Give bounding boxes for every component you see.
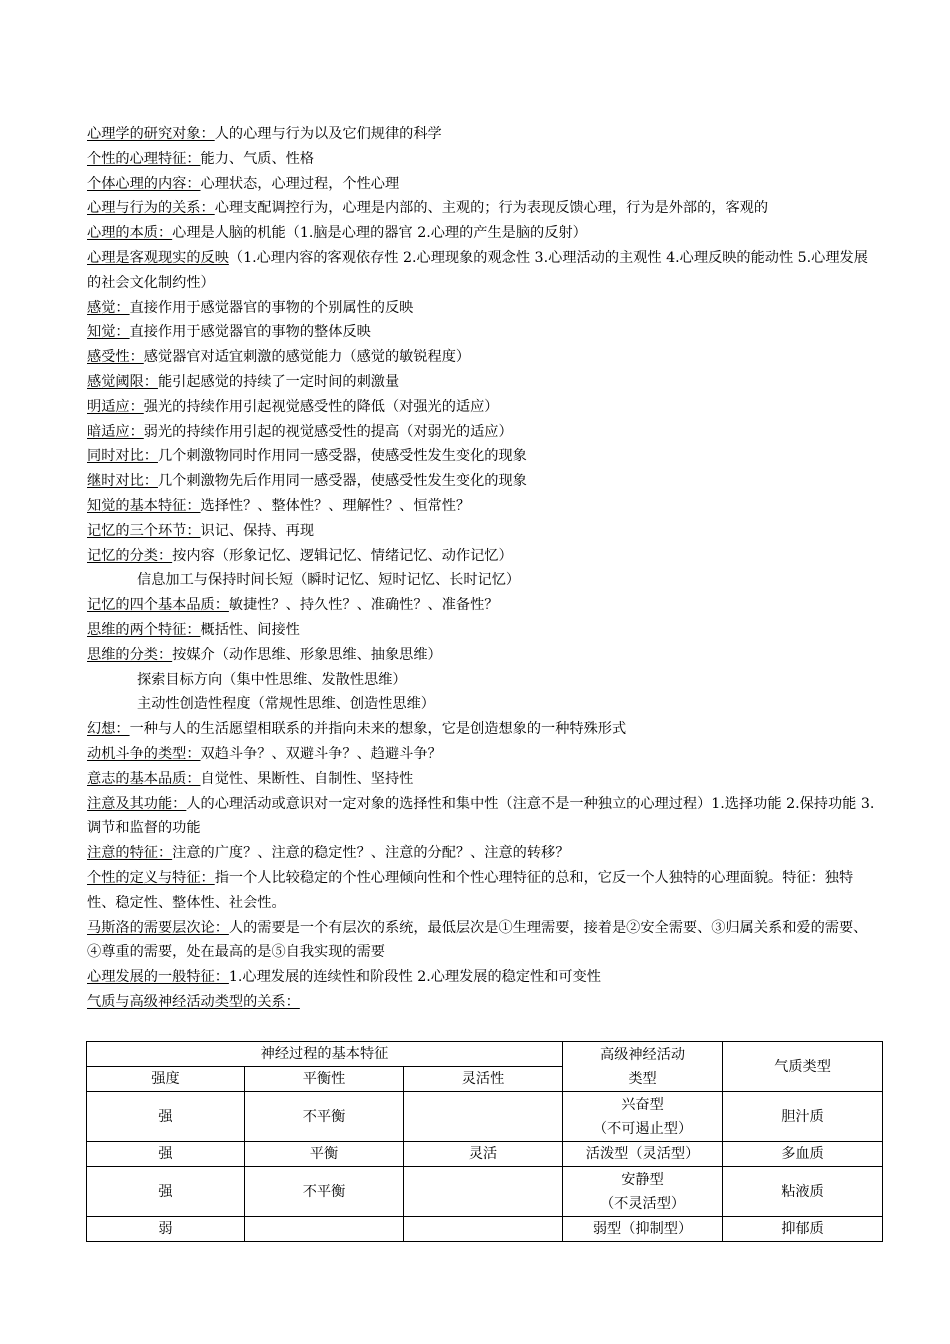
note-line-19: [87, 618, 877, 643]
note-text: 双趋斗争？、双避斗争？、趋避斗争？: [200, 745, 442, 762]
note-line-18: [87, 593, 877, 618]
note-text: 识记、保持、再现: [200, 522, 315, 539]
note-term: 马斯洛的需要层次论：: [87, 919, 229, 936]
note-term: 个性的定义与特征：: [87, 869, 215, 886]
note-text: 人的需要是一个有层次的系统，最低层次是①生理需要，接着是②安全需要、③归属关系和爱的需要、④尊重的需要，处在最高的是⑤自我实现的需要: [87, 919, 868, 961]
note-text: 概括性、间接性: [200, 621, 300, 638]
note-term: 记忆的四个基本品质：: [87, 597, 229, 614]
note-line-8: [87, 345, 877, 370]
note-text: 感觉器官对适宜刺激的感觉能力（感觉的敏锐程度）: [143, 349, 471, 366]
cell-flexibility: 灵活: [404, 1142, 563, 1167]
note-text: 一种与人的生活愿望相联系的并指向未来的想象，它是创造想象的一种特殊形式: [129, 721, 627, 738]
note-text: 人的心理活动或意识对一定对象的选择性和集中性（注意不是一种独立的心理过程）1.选择功能 2.保持功能 3.调节和监督的功能: [87, 795, 875, 837]
cell-flexibility: [404, 1092, 563, 1142]
note-line-23: [87, 717, 877, 742]
cell-balance: 不平衡: [245, 1167, 404, 1217]
note-line-12: [87, 444, 877, 469]
cell-neural-type-line1: 安静型: [621, 1171, 664, 1188]
note-term: 知觉：: [87, 324, 130, 341]
cell-balance: 不平衡: [245, 1092, 404, 1142]
note-term: 感觉阈限：: [87, 373, 158, 390]
note-term: 暗适应：: [87, 423, 144, 440]
note-line-22: [87, 692, 877, 717]
subheader-strength: 强度: [87, 1067, 245, 1092]
note-term: 知觉的基本特征：: [87, 497, 201, 514]
note-text: 几个刺激物同时作用同一感受器，使感受性发生变化的现象: [157, 448, 527, 465]
note-text: 注意的广度？、注意的稳定性？、注意的分配？、注意的转移？: [172, 845, 570, 862]
cell-strength: 强: [87, 1142, 245, 1167]
cell-temperament: 胆汁质: [723, 1092, 883, 1142]
note-line-1: [87, 147, 877, 172]
note-text: 指一个人比较稳定的个性心理倾向性和个性心理特征的总和，它反一个人独特的心理面貌。特征：独特性、稳定性、整体性、社会性。: [87, 869, 854, 911]
cell-flexibility: [404, 1167, 563, 1217]
note-text: 按媒介（动作思维、形象思维、抽象思维）: [172, 646, 442, 663]
note-line-27: [87, 841, 877, 866]
note-line-20: [87, 643, 877, 668]
note-line-24: [87, 742, 877, 767]
note-text: 信息加工与保持时间长短（瞬时记忆、短时记忆、长时记忆）: [137, 572, 521, 589]
note-text: 强光的持续作用引起视觉感受性的降低（对强光的适应）: [143, 398, 499, 415]
header-neural-type-line1: 高级神经活动: [599, 1046, 686, 1063]
note-term: 个性的心理特征：: [87, 150, 201, 167]
note-line-31: [87, 990, 877, 1015]
table-row: [87, 1167, 883, 1217]
note-line-14: [87, 494, 877, 519]
note-text: （1.心理内容的客观依存性 2.心理现象的观念性 3.心理活动的主观性 4.心理反映的能动性 5.心理发展的社会文化制约性）: [87, 249, 868, 291]
note-line-13: [87, 469, 877, 494]
note-term: 记忆的分类：: [87, 547, 173, 564]
note-line-30: [87, 965, 877, 990]
note-line-29: [87, 916, 877, 966]
cell-balance: [245, 1217, 404, 1242]
note-term: 感觉：: [87, 299, 130, 316]
table-row: [87, 1092, 883, 1142]
note-text: 探索目标方向（集中性思维、发散性思维）: [137, 671, 407, 688]
cell-temperament: 多血质: [723, 1142, 883, 1167]
note-line-21: [87, 668, 877, 693]
note-line-2: [87, 172, 877, 197]
header-nervous-process: 神经过程的基本特征: [87, 1042, 563, 1067]
note-term: 明适应：: [87, 398, 144, 415]
cell-neural-type-line2: （不可遏止型）: [592, 1120, 693, 1137]
note-line-25: [87, 767, 877, 792]
note-text: 按内容（形象记忆、逻辑记忆、情绪记忆、动作记忆）: [172, 547, 513, 564]
cell-balance: 平衡: [245, 1142, 404, 1167]
note-line-4: [87, 221, 877, 246]
note-line-17: [87, 568, 877, 593]
note-line-26: [87, 792, 877, 842]
note-term: 记忆的三个环节：: [87, 522, 201, 539]
cell-temperament: 抑郁质: [723, 1217, 883, 1242]
cell-neural-type: 弱型（抑制型）: [563, 1217, 723, 1242]
note-term: 思维的两个特征：: [87, 621, 201, 638]
cell-strength: 强: [87, 1167, 245, 1217]
note-text: 人的心理与行为以及它们规律的科学: [214, 126, 442, 142]
note-text: 敏捷性？、持久性？、准确性？、准备性？: [228, 597, 499, 614]
note-term: 心理的本质：: [87, 225, 173, 242]
note-term: 气质与高级神经活动类型的关系：: [87, 993, 300, 1010]
cell-neural-type: [563, 1092, 723, 1142]
note-term: 心理发展的一般特征：: [87, 969, 229, 986]
cell-strength: 强: [87, 1092, 245, 1142]
table-row: [87, 1217, 883, 1242]
note-line-28: [87, 866, 877, 916]
note-term: 注意的特征：: [87, 845, 173, 862]
note-text: 1.心理发展的连续性和阶段性 2.心理发展的稳定性和可变性: [228, 969, 601, 986]
note-text: 选择性？、整体性？、理解性？、恒常性？: [200, 497, 471, 514]
note-text: 自觉性、果断性、自制性、坚持性: [200, 770, 414, 787]
cell-temperament: 粘液质: [723, 1167, 883, 1217]
note-text: 直接作用于感觉器官的事物的整体反映: [129, 324, 371, 341]
note-term: 动机斗争的类型：: [87, 745, 201, 762]
note-text: 能引起感觉的持续了一定时间的刺激量: [157, 373, 400, 390]
cell-neural-type-line1: 兴奋型: [621, 1096, 664, 1113]
note-line-9: [87, 370, 877, 395]
table-row: [87, 1142, 883, 1167]
note-term: 意志的基本品质：: [87, 770, 201, 787]
subheader-flexibility: 灵活性: [404, 1067, 563, 1092]
header-temperament: 气质类型: [723, 1042, 883, 1092]
note-term: 注意及其功能：: [87, 795, 187, 812]
note-term: 幻想：: [87, 721, 130, 738]
note-line-3: [87, 196, 877, 221]
note-text: 能力、气质、性格: [200, 150, 315, 167]
note-line-11: [87, 420, 877, 445]
notes-body: [87, 122, 877, 1015]
note-line-6: [87, 296, 877, 321]
cell-strength: 弱: [87, 1217, 245, 1242]
note-term: 个体心理的内容：: [87, 175, 201, 192]
note-term: 继时对比：: [87, 473, 158, 490]
note-text: 主动性创造性程度（常规性思维、创造性思维）: [137, 696, 435, 713]
note-text: 心理支配调控行为，心理是内部的、主观的；行为表现反馈心理，行为是外部的，客观的: [214, 200, 769, 217]
note-term: 心理是客观现实的反映: [87, 249, 229, 266]
note-term: 心理学的研究对象：: [87, 126, 215, 142]
cell-flexibility: [404, 1217, 563, 1242]
header-neural-type: [563, 1042, 723, 1092]
cell-neural-type-line2: （不灵活型）: [599, 1195, 686, 1212]
cell-neural-type: 活泼型（灵活型）: [563, 1142, 723, 1167]
note-line-5: [87, 246, 877, 296]
subheader-balance: 平衡性: [245, 1067, 404, 1092]
note-term: 感受性：: [87, 349, 144, 366]
note-line-15: [87, 519, 877, 544]
note-text: 弱光的持续作用引起的视觉感受性的提高（对弱光的适应）: [143, 423, 513, 440]
note-line-7: [87, 320, 877, 345]
note-term: 思维的分类：: [87, 646, 173, 663]
note-text: 心理状态，心理过程，个性心理: [200, 175, 400, 192]
cell-neural-type: [563, 1167, 723, 1217]
note-line-10: [87, 395, 877, 420]
note-term: 同时对比：: [87, 448, 158, 465]
note-text: 心理是人脑的机能（1.脑是心理的器官 2.心理的产生是脑的反射）: [172, 225, 587, 242]
note-text: 几个刺激物先后作用同一感受器，使感受性发生变化的现象: [157, 473, 527, 490]
note-term: 心理与行为的关系：: [87, 200, 215, 217]
note-line-16: [87, 544, 877, 569]
header-neural-type-line2: 类型: [628, 1070, 657, 1087]
temperament-table: [86, 1041, 883, 1242]
note-line-0: [87, 122, 877, 147]
table-header-row: [87, 1042, 883, 1067]
note-text: 直接作用于感觉器官的事物的个别属性的反映: [129, 299, 414, 316]
